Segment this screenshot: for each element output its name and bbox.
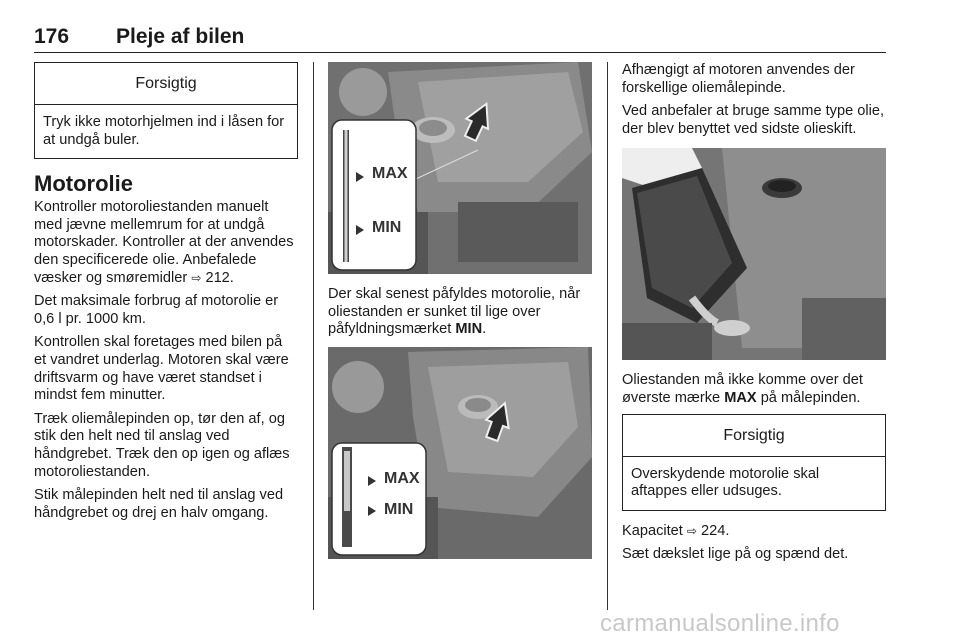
caution-title: Forsigtig <box>623 415 885 457</box>
paragraph-text: Oliestanden må ikke komme over det øverste mærke <box>622 372 863 406</box>
page-reference: 224. <box>701 522 730 539</box>
page-number: 176 <box>34 25 70 48</box>
paragraph <box>622 372 886 407</box>
watermark: carmanualsonline.info <box>600 610 840 637</box>
paragraph: Sæt dækslet lige på og spænd det. <box>622 546 849 563</box>
paragraph: Ved anbefaler at bruge samme type olie, der blev benyttet ved sidste olieskift. <box>622 103 885 137</box>
caption-min-mark: MIN <box>455 321 483 338</box>
paragraph-text: Kapacitet <box>622 522 683 539</box>
column-right <box>622 62 886 570</box>
caution-title: Forsigtig <box>35 63 297 105</box>
paragraph-text: Kontroller motoroliestanden manuelt med jævne mellemrum for at undgå motorskader. Kontroller at der anvendes den specificerede olie. Anbefalede væsker og smøremidler <box>34 199 294 286</box>
dipstick-illustration <box>328 347 592 559</box>
column-divider <box>313 62 314 610</box>
max-mark-label: MAX <box>384 469 420 487</box>
min-mark-label: MIN <box>384 500 414 518</box>
paragraph: Stik målepinden helt ned til anslag ved håndgrebet og drej en halv omgang. <box>34 487 284 521</box>
arrow-reference-icon: ⇨ <box>191 270 202 285</box>
column-left <box>34 62 298 528</box>
engine-drawing <box>328 62 592 274</box>
paragraph: Afhængigt af motoren anvendes der forskellige oliemålepinde. <box>622 62 855 96</box>
oil-filling-illustration <box>622 148 886 360</box>
page-title: Pleje af bilen <box>116 25 245 48</box>
caption-text: Der skal senest påfyldes motorolie, når oliestanden er sunket til lige over påfyldningsmærket <box>328 286 581 338</box>
engine-drawing <box>328 347 592 559</box>
dipstick-illustration <box>328 62 592 274</box>
caption-end: . <box>482 321 487 338</box>
min-mark-label: MIN <box>372 219 402 236</box>
section-title: Motorolie <box>34 171 133 197</box>
paragraph-end: på målepinden. <box>760 389 861 406</box>
column-middle <box>328 62 592 571</box>
caution-body: Overskydende motorolie skal aftappes eller udsuges. <box>631 465 820 500</box>
arrow-reference-icon: ⇨ <box>686 523 697 538</box>
paragraph: Det maksimale forbrug af motorolie er 0,6 l pr. 1000 km. <box>34 293 279 327</box>
caution-box <box>622 414 886 511</box>
paragraph: Træk oliemålepinden op, tør den af, og stik den helt ned til anslag ved håndgrebet. Træk den op igen og aflæs motoroliestanden. <box>34 410 290 480</box>
oil-canister-drawing <box>622 148 886 360</box>
caution-box <box>34 62 298 159</box>
figure-caption <box>328 286 592 339</box>
page-header <box>34 22 886 53</box>
paragraph <box>622 523 886 541</box>
paragraph: Kontrollen skal foretages med bilen på et vandret underlag. Motoren skal være driftsvarm og have været standset i mindst fem minutter. <box>34 334 289 404</box>
max-mark-label: MAX <box>372 165 408 182</box>
max-mark: MAX <box>724 389 757 406</box>
column-divider <box>607 62 608 610</box>
paragraph <box>34 199 298 287</box>
caution-body: Tryk ikke motorhjelmen ind i låsen for at undgå buler. <box>43 114 285 148</box>
page-reference: 212. <box>205 269 234 286</box>
